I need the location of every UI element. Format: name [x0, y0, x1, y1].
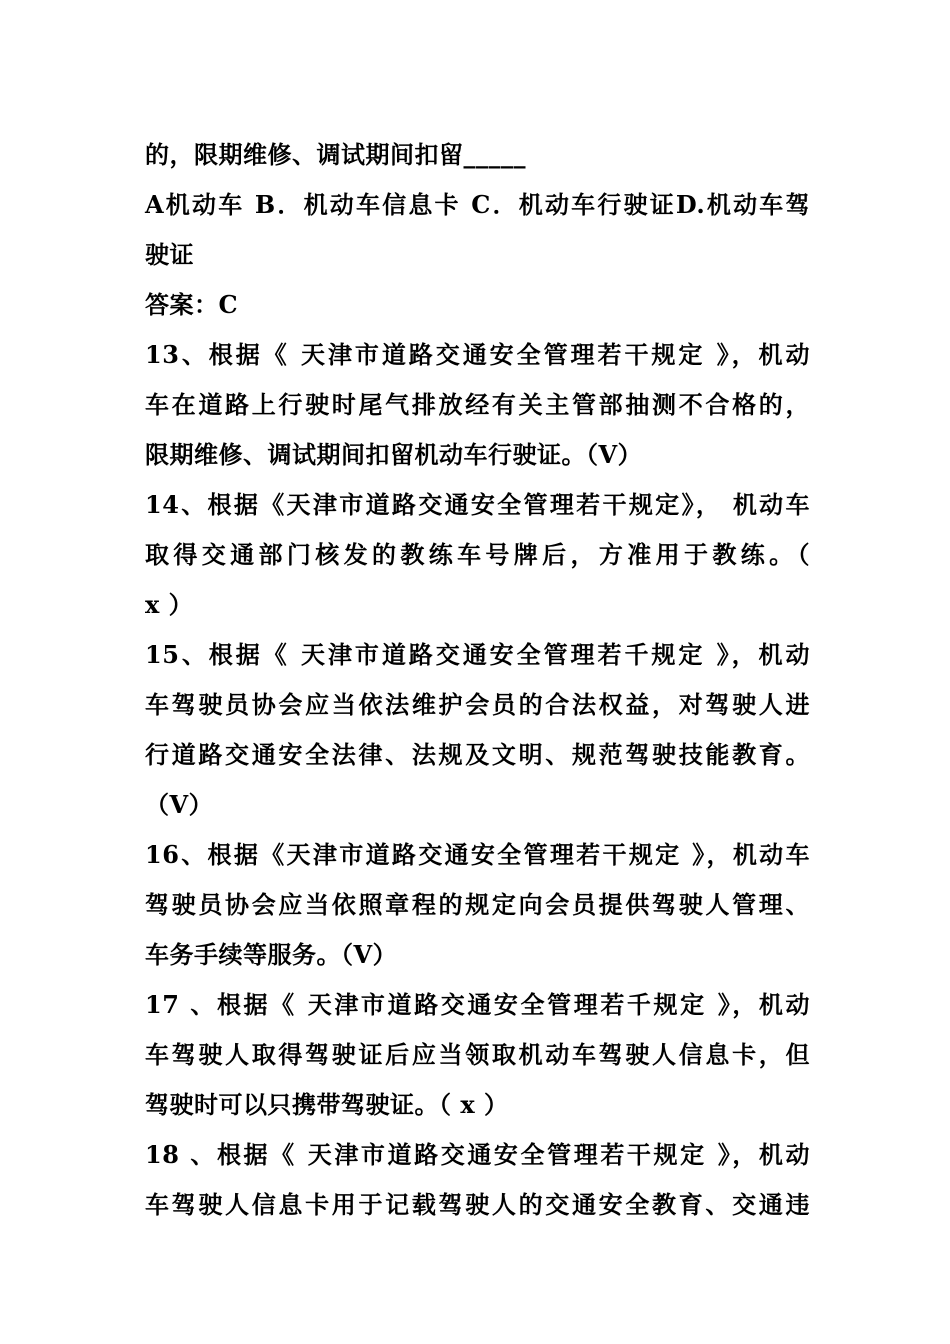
- question-14-line-2: 取得交通部门核发的教练车号牌后，方准用于教练。（: [145, 540, 810, 569]
- question-17-line-1: 17 、根据《 天津市道路交通安全管理若千规定 》，机动: [145, 990, 810, 1019]
- question-16-line-1: 16、根据《天津市道路交通安全管理若干规定 》，机动车: [145, 840, 810, 869]
- question-15-line-4: （V）: [145, 790, 214, 819]
- question-16-line-3: 车务手续等服务。（V）: [145, 940, 398, 969]
- document-page: [145, 130, 810, 1230]
- text-line-2: A机动车 B．机动车信息卡 C．机动车行驶证D.机动车驾: [145, 190, 810, 219]
- text-line-3: 驶证: [145, 240, 194, 269]
- question-18-line-1: 18 、根据《 天津市道路交通安全管理若干规定 》，机动: [145, 1140, 810, 1169]
- question-15-line-1: 15、根据《 天津市道路交通安全管理若千规定 》，机动: [145, 640, 810, 669]
- question-17-line-3: 驾驶时可以只携带驾驶证。（ x ）: [145, 1090, 509, 1119]
- question-13-line-2: 车在道路上行驶时尾气排放经有关主管部抽测不合格的，: [145, 390, 810, 419]
- question-15-line-3: 行道路交通安全法律、法规及文明、规范驾驶技能教育。: [145, 740, 810, 769]
- question-17-line-2: 车驾驶人取得驾驶证后应当领取机动车驾驶人信息卡，但: [145, 1040, 810, 1069]
- text-line-1: 的，限期维修、调试期间扣留_____: [145, 140, 526, 169]
- question-16-line-2: 驾驶员协会应当依照章程的规定向会员提供驾驶人管理、: [145, 890, 810, 919]
- question-14-line-3: x ）: [145, 590, 194, 619]
- question-13-line-3: 限期维修、调试期间扣留机动车行驶证。（V）: [145, 440, 643, 469]
- question-14-line-1: 14、根据《天津市道路交通安全管理若干规定》， 机动车: [145, 490, 810, 519]
- answer-line: 答案：C: [145, 290, 239, 319]
- question-18-line-2: 车驾驶人信息卡用于记载驾驶人的交通安全教育、交通违: [145, 1190, 810, 1219]
- question-13-line-1: 13、根据《 天津市道路交通安全管理若干规定 》，机动: [145, 340, 810, 369]
- question-15-line-2: 车驾驶员协会应当依法维护会员的合法权益，对驾驶人进: [145, 690, 810, 719]
